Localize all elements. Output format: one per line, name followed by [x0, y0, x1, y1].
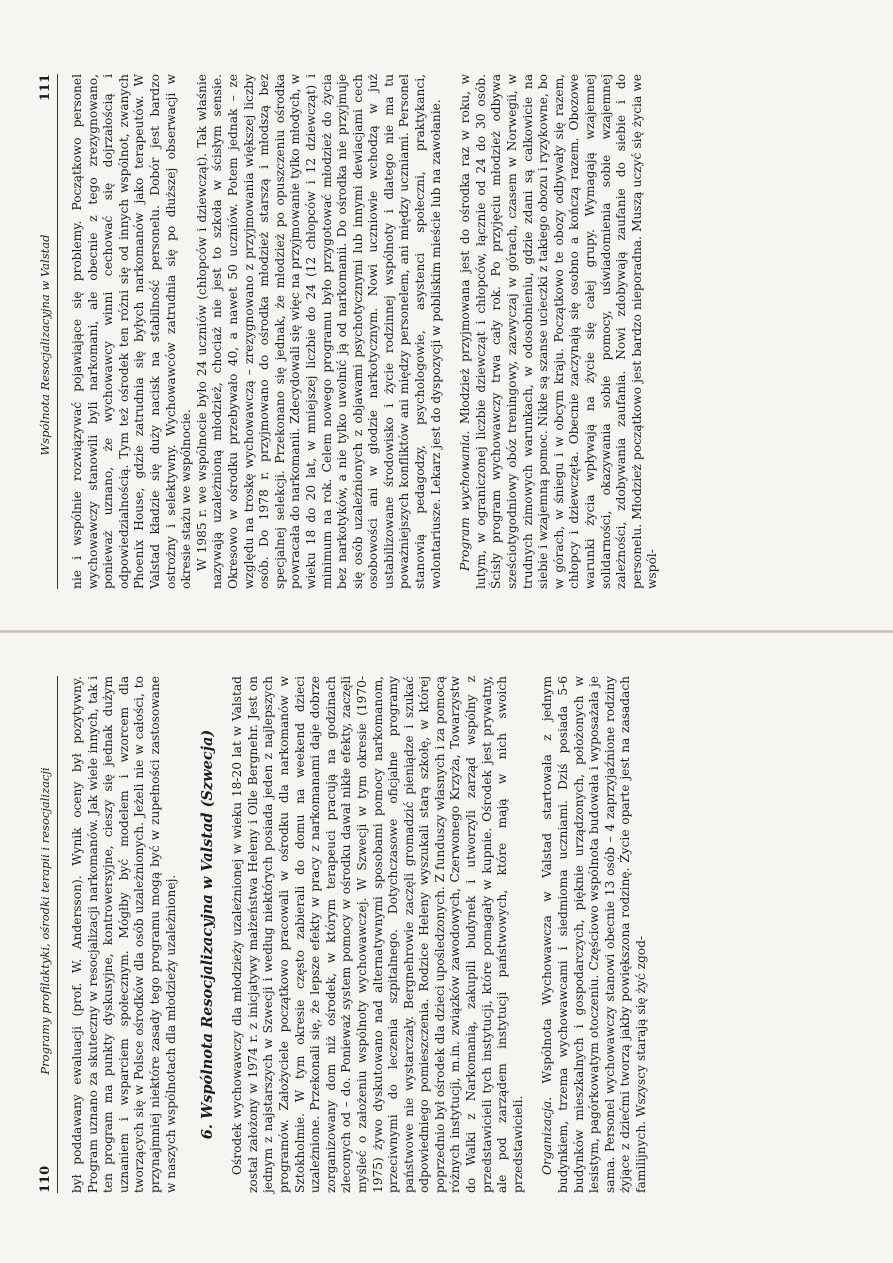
- right-running-title: Wspólnota Resocjalizacyjna w Valstad: [38, 234, 52, 456]
- right-paragraph-1: nie i wspólnie rozwiązywać pojawiające się problemy. Początkowo personel wychowawczy stanowili byli narkomani, ale obecnie z tego zrezygnowano, ponieważ uznano, że wychowawcy winni cechować się dojrzałością i odpowiedzialnością. Tym też ośrodek ten różni się od innych wspólnot, zwanych Phoenix House, gdzie zatrudnia się byłych narkomanów jako terapeutów. W Valstad kładzie się duży nacisk na stabilność personelu. Dobór jest bardzo ostrożny i selektywny. Wychowawców zatrudnia się po dłuższej obserwacji w okresie stażu we wspólnocie.: [70, 74, 194, 589]
- right-paragraph-3: [458, 74, 661, 589]
- left-paragraph-2-text: Wspólnota Wychowawcza w Valstad startowała z jednym budynkiem, trzema wychowawcami i siedmioma uczniami. Dziś posiada 5-6 budynków mieszkalnych i gospodarczych, pięknie urządzonych, położonych w lesistym, pagórkowatym otoczeniu. Częściowo wspólnota budowała i wyposażała je sama. Personel wychowawczy stanowi obecnie 13 osób – 4 zaprzyjaźnione rodziny żyjące z dziećmi tworzą jakby powiększona rodzinę. Życie oparte jest na zasadach familijnych. Wszyscy starają się żyć zgod-: [540, 676, 648, 1193]
- right-page: [0, 0, 893, 631]
- right-running-header: [38, 74, 58, 589]
- organization-lead: Organizacja.: [540, 1096, 555, 1175]
- right-page-number: 111: [38, 74, 53, 102]
- left-page-number: 110: [38, 1165, 53, 1193]
- left-intro-paragraph: był poddawany ewaluacji (prof. W. Andersson). Wynik oceny był pozytywny. Program uznano za skuteczny w resocjalizacji narkomanów. Jak wiele innych, tak i ten program ma punkty dyskusyjne, kontrowersyjne, cieszy się jednak dużym uznaniem i wsparciem społecznym. Mógłby być modelem i wzorcem dla tworzących się w Polsce ośrodków dla osób uzależnionych. Jeżeli nie w całości, to przynajmniej niektóre zasady tego programu mogą być w zupełności zastosowane w naszych wspólnotach dla młodzieży uzależnionej.: [70, 676, 178, 1193]
- left-page: [0, 632, 893, 1263]
- left-running-title: Programy profilaktyki, ośrodki terapii i resocjalizacji: [38, 767, 52, 1075]
- right-paragraph-2: W 1985 r. we wspólnocie było 24 uczniów (chłopców i dziewcząt). Tak właśnie nazywają uzależnioną młodzież, chociaż nie jest to szkoła w ścisłym sensie. Okresowo w ośrodku przebywało 40, a nawet 50 uczniów. Potem jednak – ze względu na troskę wychowawczą – zrezygnowano z przyjmowania większej liczby osób. Do 1978 r. przyjmowano do ośrodka młodzież starszą i młodszą bez specjalnej selekcji. Przekonano się jednak, że młodzież po opuszczeniu ośrodka powracała do narkomanii. Zdecydowali się więc na przyjmowanie tylko młodych, w wieku 18 do 20 lat, w mniejszej liczbie do 24 (12 chłopców i 12 dziewcząt) i minimum na rok. Celem nowego programu było przygotować młodzież do życia bez narkotyków, a nie tylko uwolnić ją od narkomanii. Do ośrodka nie przyjmuje się osób uzależnionych z objawami psychotycznymi lub innymi dewiacjami cech osobowości ani w głodzie narkotycznym. Nowi uczniowie wchodzą w już ustabilizowane środowisko i życie rodzinnej wspólnoty i dlatego nie ma tu poważniejszych konfliktów ani między personelem, ani między uczniami. Personel stanowią pedagodzy, psychologowie, asystenci społeczni, praktykanci, wolontariusze. Lekarz jest do dyspozycji w pobliskim mieście lub na zawołanie.: [194, 74, 443, 589]
- program-lead: Program wychowania.: [458, 430, 473, 571]
- left-paragraph-1: Ośrodek wychowawczy dla młodzieży uzależnionej w wieku 18-20 lat w Valstad został założony w 1974 r. z inicjatywy małżeństwa Heleny i Olle Bergnehr. Jest on jednym z najstarszych w Szwecji i według niektórych posiada jeden z najlepszych programów. Założyciele początkowo pracowali w ośrodku dla narkomanów w Sztokholmie. W tym okresie często zabierali do domu na weekend dzieci uzależnione. Przekonali się, że lepsze efekty w pracy z narkomanami daje dobrze zorganizowany dom niż ośrodek, w którym terapeuci pracują na godzinach zleconych od – do. Ponieważ system pomocy w ośrodku dawał nikłe efekty, zaczęli myśleć o założeniu wspólnoty wychowawczej. W Szwecji w tym okresie (1970-1975) żywo dyskutowano nad alternatywnymi sposobami pomocy narkomanom, przeciwnymi do leczenia szpitalnego. Dotychczasowe oficjalne programy państwowe nie wystarczały. Bergnehrowie zaczęli gromadzić pieniądze i szukać odpowiedniego pomieszczenia. Rodzice Heleny wyszukali starą szkołę, w której poprzednio był ośrodek dla dzieci upośledzonych. Z funduszy własnych i za pomocą różnych instytucji, m.in. związków zawodowych, Czerwonego Krzyża, Towarzystw do Walki z Narkomanią, zakupili budynek i utworzyli zarząd wspólny z przedstawicieli tych instytucji, które pomagały w kupnie. Ośrodek jest prywatny, ale pod zarządem instytucji państwowych, które mają w nich swoich przedstawicieli.: [230, 676, 525, 1193]
- left-running-header: [38, 676, 58, 1193]
- right-paragraph-3-text: Młodzież przyjmowana jest do ośrodka raz w roku, w lutym, w ograniczonej liczbie dziewcząt i chłopców, łącznie od 24 do 30 osób. Ścisły program wychowawczy trwa cały rok. Po przyjęciu młodzież odbywa sześciotygodniowy obóz treningowy, zazwyczaj w górach, czasem w Norwegii, w trudnych zimowych warunkach, w odosobnieniu, gdzie zdani są całkowicie na siebie i wzajemną pomoc. Nikłe są szanse ucieczki z takiego obozu i ryzykowne, bo w górach, w śniegu i w obcym kraju. Początkowo te obozy odbywały się razem, chłopcy i dziewczęta. Obecnie zaczynają się osobno a kończą razem. Obozowe warunki życia wpływają na życie się całej grupy. Wymagają wzajemnej solidarności, okazywania sobie pomocy, uświadomienia sobie wzajemnej zależności, zdobywania zaufania. Nowi zdobywają zaufanie do siebie i do personelu. Młodzież początkowo jest bardzo nieporadna. Muszą uczyć się życia we wspól-: [458, 73, 660, 589]
- left-paragraph-2: [540, 676, 649, 1193]
- section-heading: 6. Wspólnota Resocjalizacyjna w Valstad (Szwecja): [199, 729, 217, 1140]
